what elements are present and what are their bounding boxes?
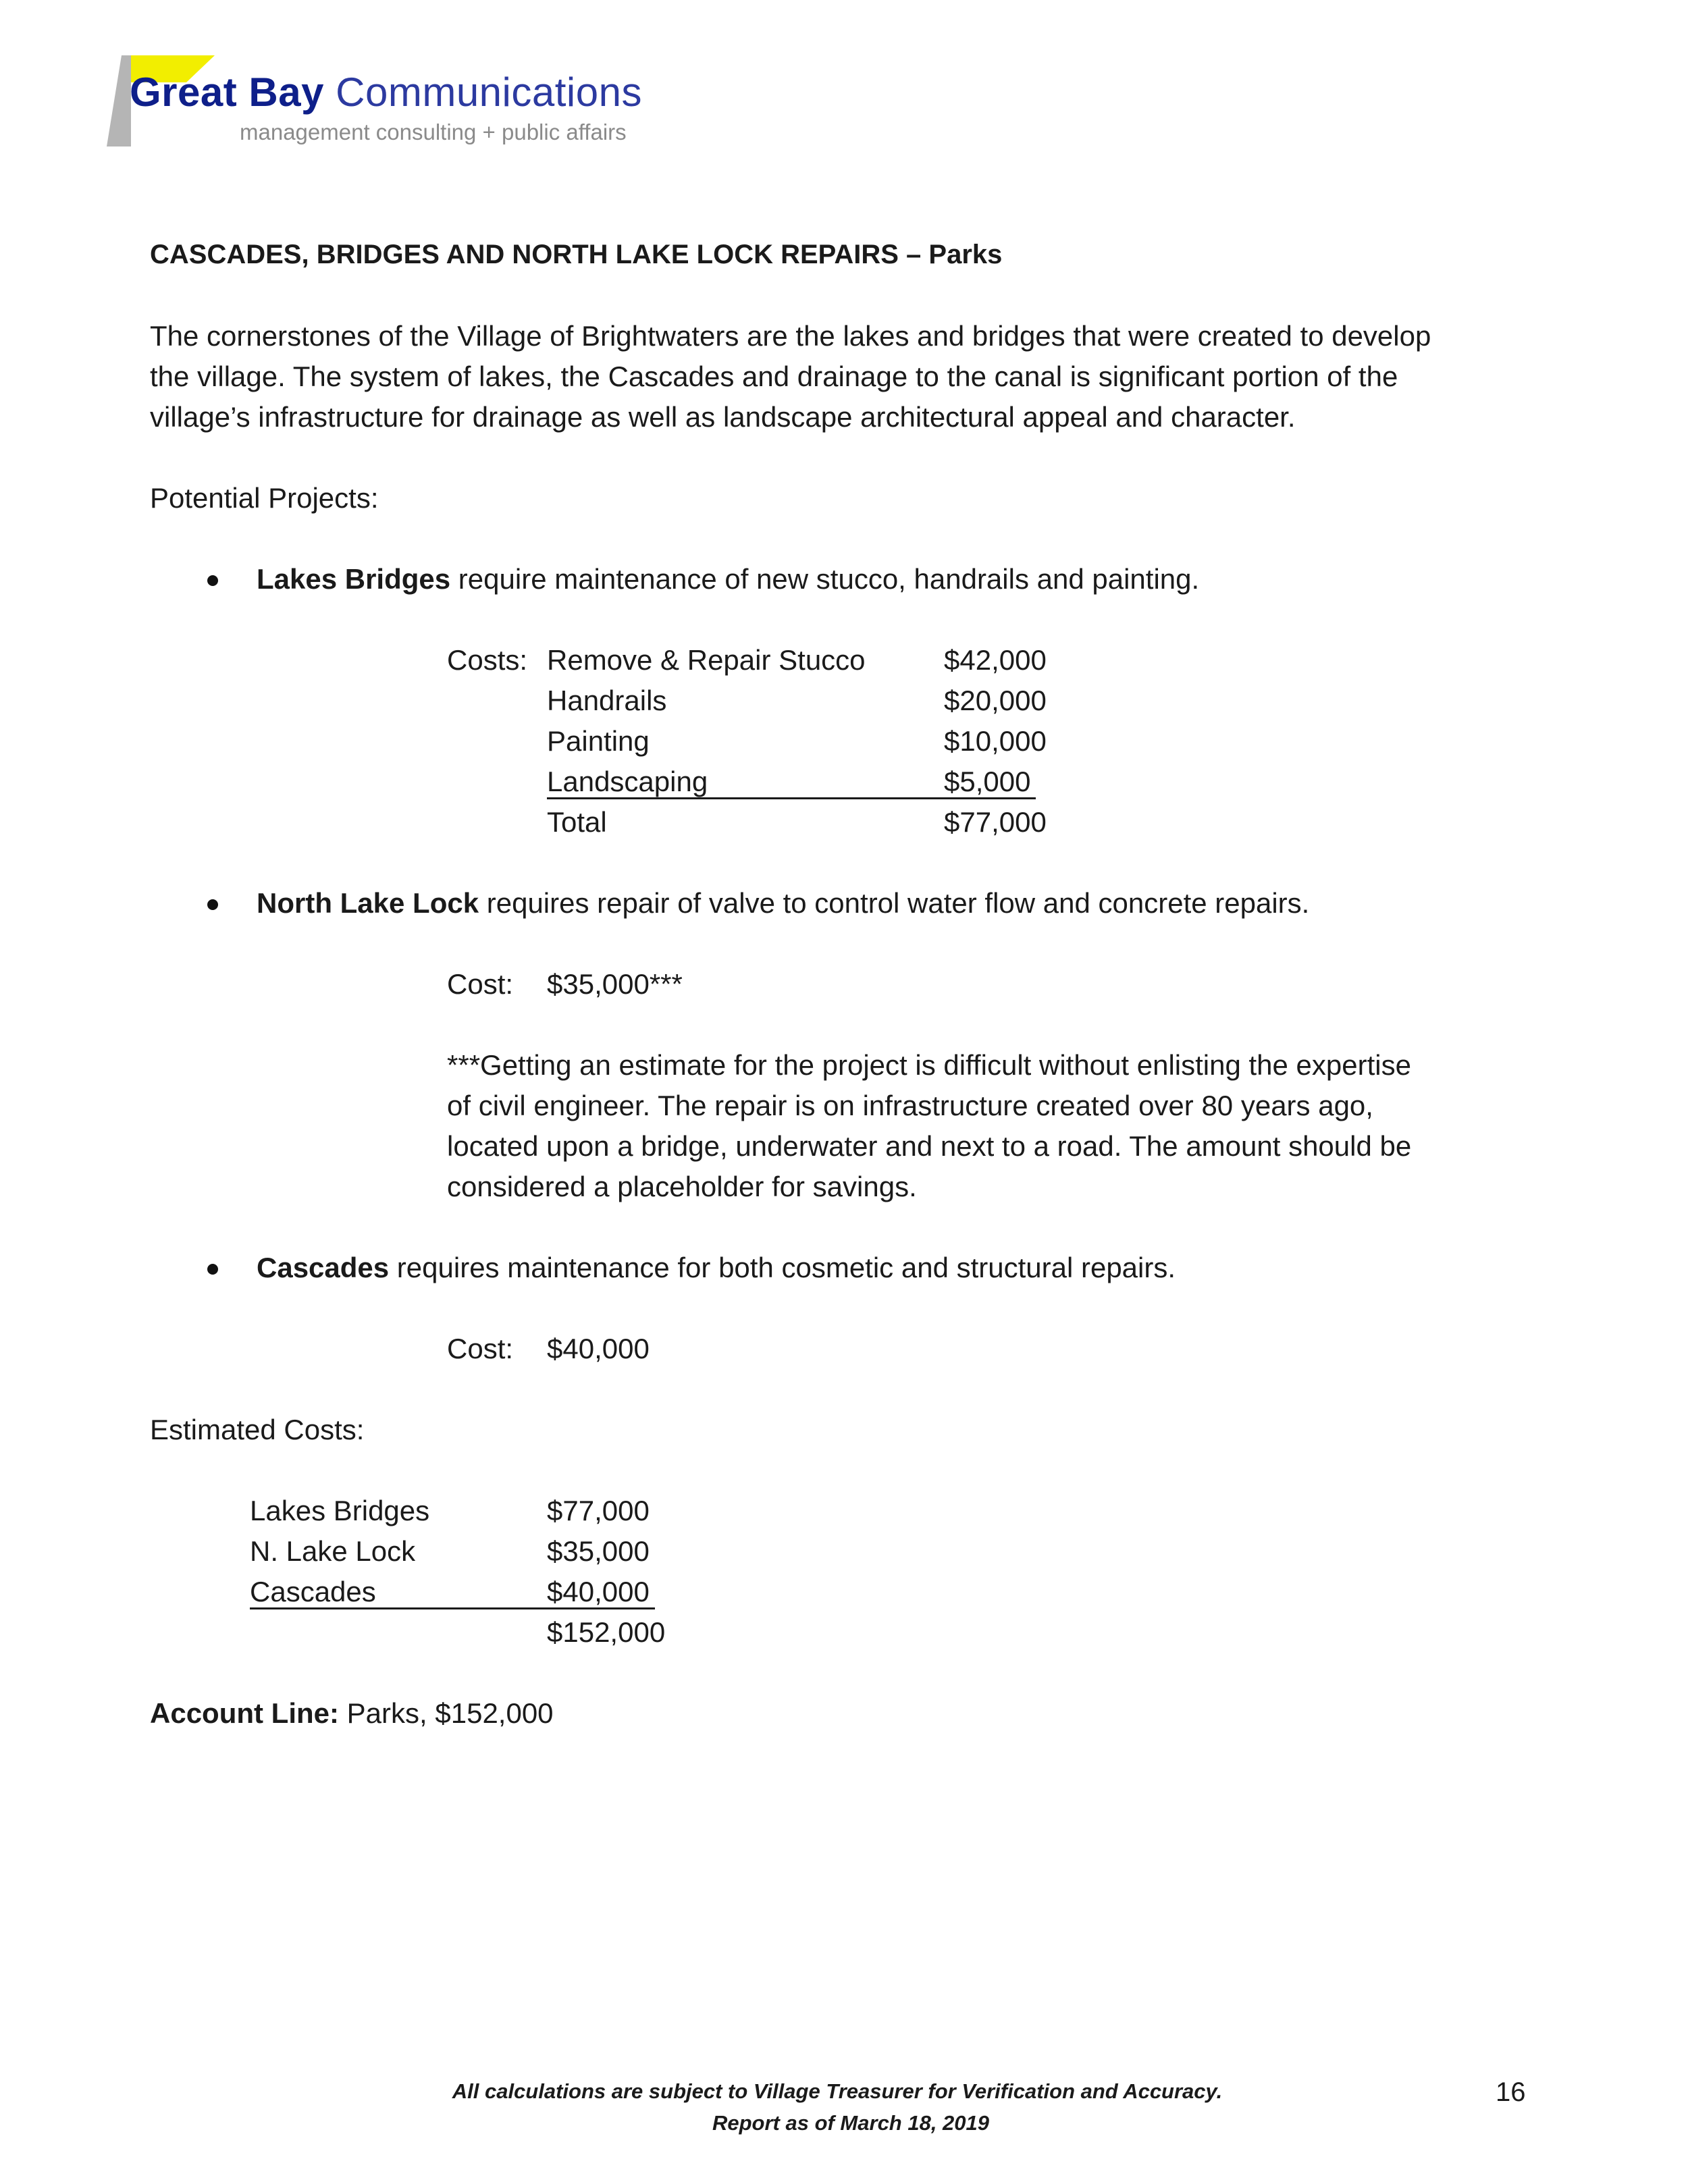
cost-value: $40,000 — [547, 1333, 650, 1364]
subtotal-underline — [250, 1607, 655, 1609]
logo-name-regular: Communications — [336, 70, 642, 115]
intro-line: village’s infrastructure for drainage as well as landscape architectural appeal and character. — [150, 401, 1296, 433]
bullet-icon — [207, 1264, 218, 1275]
project-north-lake-lock — [257, 883, 1309, 924]
note-line: ***Getting an estimate for the project is difficult without enlisting the expertise — [447, 1049, 1411, 1081]
project-cascades — [257, 1248, 1176, 1288]
project-description: requires repair of valve to control water flow and concrete repairs. — [479, 887, 1310, 919]
estimated-costs-label: Estimated Costs: — [150, 1414, 365, 1445]
subtotal-underline — [547, 797, 1036, 799]
note-line: of civil engineer. The repair is on infrastructure created over 80 years ago, — [447, 1090, 1373, 1121]
section-title: CASCADES, BRIDGES AND NORTH LAKE LOCK REPAIRS – Parks — [150, 240, 1003, 269]
cost-total-label: Total — [547, 806, 607, 838]
account-line-label: Account Line: — [150, 1697, 339, 1729]
project-name: North Lake Lock — [257, 887, 479, 919]
cost-label: Cost: — [447, 968, 514, 1000]
estimate-item-amount: $77,000 — [547, 1495, 650, 1526]
cost-item-amount: $42,000 — [944, 644, 1047, 676]
project-name: Cascades — [257, 1252, 390, 1283]
cost-total-amount: $77,000 — [944, 806, 1047, 838]
costs-label: Costs: — [447, 644, 528, 676]
note-line: located upon a bridge, underwater and next to a road. The amount should be — [447, 1130, 1412, 1162]
logo-name-bold: Great Bay — [130, 70, 324, 115]
estimate-item-label: Cascades — [250, 1576, 376, 1607]
cost-item-amount: $10,000 — [944, 725, 1047, 757]
footer-report-date: Report as of March 18, 2019 — [712, 2111, 990, 2135]
estimate-note — [447, 1045, 1411, 1207]
estimate-item-amount: $35,000 — [547, 1535, 650, 1567]
intro-paragraph — [150, 316, 1431, 437]
cost-item-label: Painting — [547, 725, 650, 757]
account-line-value: Parks, $152,000 — [339, 1697, 554, 1729]
cost-item-amount: $5,000 — [944, 766, 1031, 797]
intro-line: The cornerstones of the Village of Brightwaters are the lakes and bridges that were created to develop — [150, 320, 1431, 352]
cost-item-amount: $20,000 — [944, 685, 1047, 716]
cost-item-label: Remove & Repair Stucco — [547, 644, 866, 676]
project-name: Lakes Bridges — [257, 563, 451, 595]
page-number: 16 — [1496, 2077, 1526, 2107]
estimate-total-amount: $152,000 — [547, 1616, 666, 1648]
cost-item-label: Handrails — [547, 685, 667, 716]
bullet-icon — [207, 899, 218, 910]
cost-value: $35,000*** — [547, 968, 683, 1000]
company-logo — [101, 54, 682, 155]
cost-label: Cost: — [447, 1333, 514, 1364]
bullet-icon — [207, 575, 218, 586]
logo-tagline: management consulting + public affairs — [240, 119, 627, 144]
intro-line: the village. The system of lakes, the Cascades and drainage to the canal is significant portion of the — [150, 361, 1398, 392]
estimate-item-amount: $40,000 — [547, 1576, 650, 1607]
note-line: considered a placeholder for savings. — [447, 1171, 917, 1202]
estimate-item-label: Lakes Bridges — [250, 1495, 430, 1526]
potential-projects-label: Potential Projects: — [150, 482, 379, 514]
footer-disclaimer: All calculations are subject to Village Treasurer for Verification and Accuracy. — [452, 2079, 1223, 2103]
account-line — [150, 1693, 554, 1734]
cost-item-label: Landscaping — [547, 766, 708, 797]
logo-name — [130, 69, 642, 115]
project-description: require maintenance of new stucco, handrails and painting. — [450, 563, 1200, 595]
project-lakes-bridges — [257, 559, 1199, 600]
estimate-item-label: N. Lake Lock — [250, 1535, 416, 1567]
project-description: requires maintenance for both cosmetic and structural repairs. — [389, 1252, 1176, 1283]
